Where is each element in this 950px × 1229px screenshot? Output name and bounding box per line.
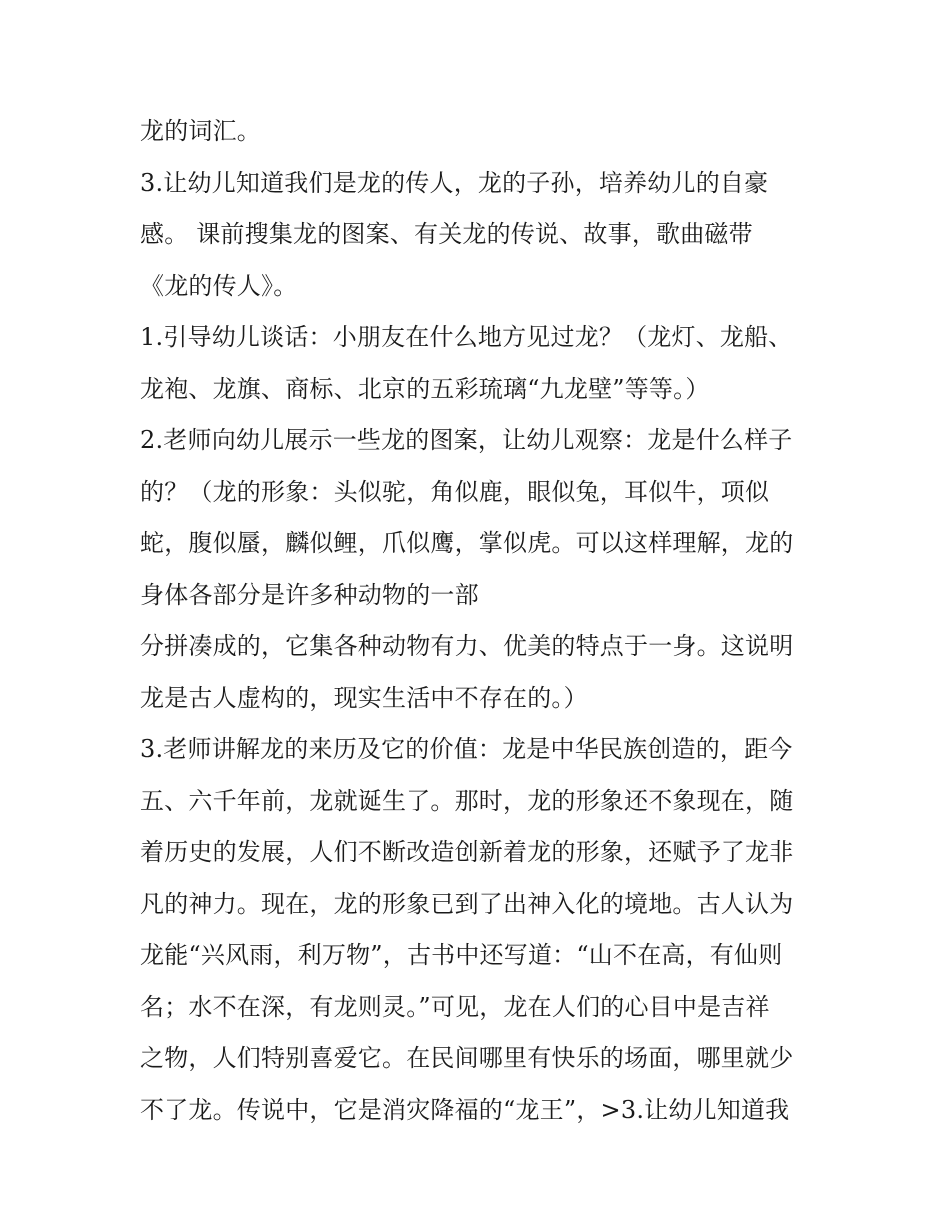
text-line: 着历史的发展，人们不断改造创新着龙的形象，还赋予了龙非 bbox=[140, 838, 794, 866]
text-line: 龙袍、龙旗、商标、北京的五彩琉璃“九龙壁”等等。） bbox=[140, 374, 710, 403]
text-line: 1.引导幼儿谈话：小朋友在什么地方见过龙？（龙灯、龙船、 bbox=[140, 323, 793, 351]
text-line: 身体各部分是许多种动物的一部 bbox=[140, 580, 479, 609]
text-line: 龙能“兴风雨，利万物”，古书中还写道：“山不在高，有仙则 bbox=[140, 941, 783, 969]
text-line: 五、六千年前，龙就诞生了。那时，龙的形象还不象现在，随 bbox=[140, 786, 794, 815]
text-line: 名；水不在深，有龙则灵。”可见，龙在人们的心目中是吉祥 bbox=[140, 992, 770, 1021]
text-line: 的？（龙的形象：头似驼，角似鹿，眼似兔，耳似牛，项似 bbox=[140, 477, 770, 506]
text-line: 感。 课前搜集龙的图案、有关龙的传说、故事，歌曲磁带 bbox=[140, 220, 753, 248]
text-line: 龙的词汇。 bbox=[140, 117, 261, 145]
text-line: 2.老师向幼儿展示一些龙的图案，让幼儿观察：龙是什么样子 bbox=[140, 426, 793, 454]
text-line: 不了龙。传说中，它是消灾降福的“龙王”，>3.让幼儿知道我 bbox=[140, 1095, 790, 1124]
text-line: 《龙的传人》。 bbox=[140, 271, 298, 300]
text-line: 之物，人们特别喜爱它。在民间哪里有快乐的场面，哪里就少 bbox=[140, 1044, 794, 1072]
text-line: 凡的神力。现在，龙的形象已到了出神入化的境地。古人认为 bbox=[140, 889, 794, 918]
text-line: 龙是古人虚构的，现实生活中不存在的。） bbox=[140, 683, 588, 712]
text-line: 3.老师讲解龙的来历及它的价值：龙是中华民族创造的，距今 bbox=[140, 735, 793, 763]
text-line: 蛇，腹似蜃，麟似鲤，爪似鹰，掌似虎。可以这样理解，龙的 bbox=[140, 529, 794, 557]
text-line: 分拼凑成的，它集各种动物有力、优美的特点于一身。这说明 bbox=[140, 632, 794, 660]
text-line: 3.让幼儿知道我们是龙的传人，龙的子孙，培养幼儿的自豪 bbox=[140, 168, 769, 197]
body-text bbox=[140, 106, 830, 1136]
